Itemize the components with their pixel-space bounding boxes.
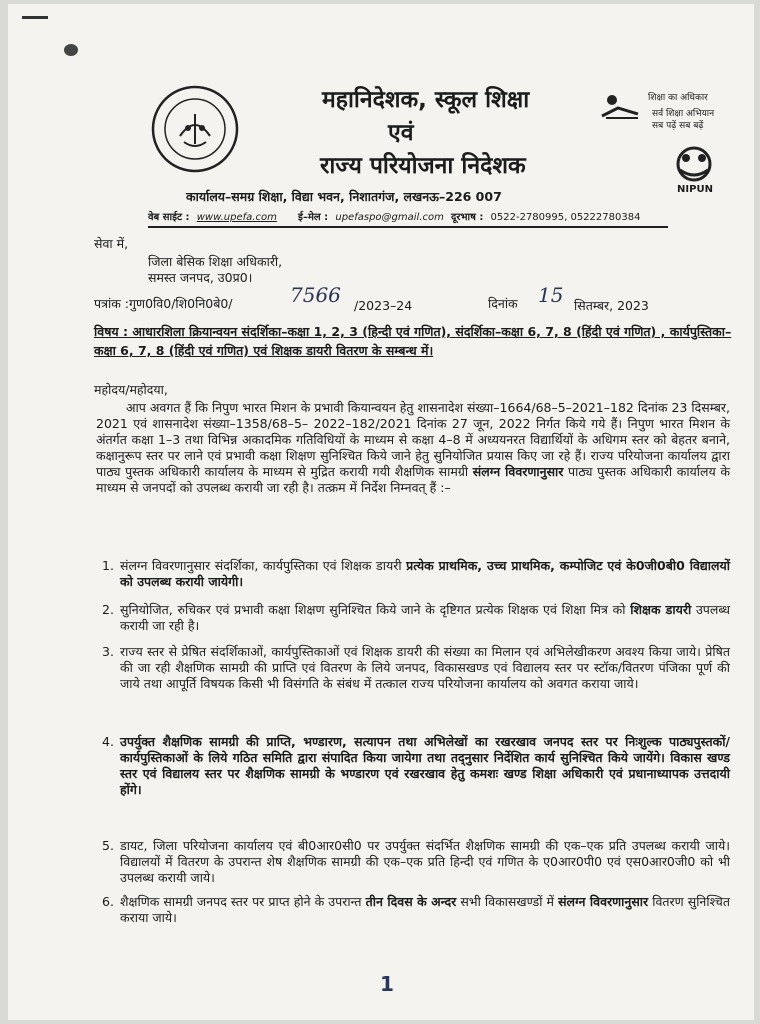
email-label: ई–मेल :: [298, 212, 329, 223]
reference-prefix: पत्रांक :गुण0वि0/शि0नि0बे0/: [94, 296, 233, 311]
directive-number: 2.: [102, 602, 114, 617]
intro-bold: संलग्न विवरणानुसार: [472, 464, 564, 479]
reference-suffix: /2023–24: [354, 298, 413, 313]
directive-2: [102, 602, 730, 634]
directive-number: 6.: [102, 894, 114, 909]
directive-tail-2: वितरण सुनिश्चित कराया जाये।: [120, 894, 730, 925]
date-label: दिनांक: [488, 296, 518, 311]
email-address[interactable]: upefaspo@gmail.com: [335, 212, 444, 223]
recipient-line-1: जिला बेसिक शिक्षा अधिकारी,: [148, 254, 283, 269]
directive-text: राज्य स्तर से प्रेषित संदर्शिकाओं, कार्यपुस्तिकाओं एवं शिक्षक डायरी की संख्या का मिलान एवं अभिलेखीकरण अवश्य किया जाये। प्रेषित की जा रही शैक्षणिक सामग्री की प्राप्ति एवं वितरण के लिये जनपद, विकासखण्ड एवं विद्यालय स्तर पर स्टॉक/वितरण पंजिका पूर्ण की जाये तथा आपूर्ति विषयक किसी भी विसंगति के संबंध में तत्काल राज्य परियोजना कार्यालय को अवगत कराया जाये।: [120, 644, 730, 691]
punch-hole: [64, 44, 78, 56]
rte-reader-icon: [598, 88, 644, 124]
directive-4: [102, 734, 730, 798]
website-link[interactable]: www.upefa.com: [196, 212, 277, 223]
subject-line: विषय : आधारशिला क्रियान्वयन संदर्शिका–कक्षा 1, 2, 3 (हिन्दी एवं गणित), संदर्शिका–कक्षा 6, 7, 8 (हिंदी एवं गणित) , कार्यपुस्तिका–कक्षा 6, 7, 8 (हिंदी एवं गणित) एवं शिक्षक डायरी वितरण के सम्बन्ध में।: [94, 324, 732, 358]
recipient-line-2: समस्त जनपद, उ0प्र0।: [148, 270, 253, 285]
directive-bold: उपर्युक्त शैक्षणिक सामग्री की प्राप्ति, भण्डारण, सत्यापन तथा अभिलेखों का रखरखाव जनपद स्तर पर निःशुल्क पाठ्यपुस्तकों/कार्यपुस्तिकाओं के लिये गठित समिति द्वारा संपादित किया जायेगा तथा तद्नुसार निर्देशित कार्य सुनिश्चित किये जायेंगे। विकास खण्ड स्तर एवं विद्यालय स्तर पर शैक्षणिक सामग्री के भण्डारण एवं रखरखाव हेतु कमशः खण्ड शिक्षा अधिकारी एवं प्रधानाध्यापक उत्तदायी होंगे।: [120, 734, 730, 797]
page-number: 1: [380, 972, 394, 996]
directive-3: [102, 644, 730, 692]
rte-logo: [598, 84, 748, 144]
office-address: कार्यालय–समग्र शिक्षा, विद्या भवन, निशातगंज, लखनऊ–226 007: [186, 189, 502, 204]
rte-logo-text-1: शिक्षा का अधिकार: [648, 93, 708, 103]
directive-bold: शिक्षक डायरी: [630, 602, 692, 617]
website-label: वेब साईट :: [148, 212, 190, 223]
header-divider: [148, 226, 668, 228]
nipun-logo-label: NIPUN: [677, 184, 713, 195]
reference-number: 7566: [290, 283, 341, 307]
directive-number: 1.: [102, 558, 114, 573]
directive-bold: प्रत्येक प्राथमिक, उच्च प्राथमिक, कम्पोजिट एवं के0जी0बी0 विद्यालयों को उपलब्ध करायी जायेगी।: [120, 558, 731, 589]
directive-number: 4.: [102, 734, 114, 749]
contact-line: [148, 209, 748, 223]
directive-number: 3.: [102, 644, 114, 659]
intro-text-2: पाठ्य पुस्तक अधिकारी कार्यालय के माध्यम से जनपदों को उपलब्ध करायी जा रही है। तत्क्रम में निर्देश निम्नवत् हैं :–: [96, 464, 730, 495]
letter-page: [8, 4, 754, 1020]
title-line-2: एवं: [388, 120, 414, 146]
directive-tail: उपलब्ध करायी जा रही है।: [120, 602, 730, 633]
scan-mark: [22, 16, 48, 19]
address-to: सेवा में,: [94, 236, 129, 251]
title-line-1: महानिदेशक, स्कूल शिक्षा: [322, 87, 530, 113]
phone-numbers: 0522-2780995, 05222780384: [490, 212, 641, 223]
header-title: [258, 84, 618, 183]
directive-text: सुनियोजित, रुचिकर एवं प्रभावी कक्षा शिक्षण सुनिश्चित किये जाने के दृष्टिगत प्रत्येक शिक्षक एवं शिक्षा मित्र को: [120, 602, 631, 617]
rte-logo-text-3: सब पढ़ें सब बढ़ें: [652, 121, 704, 131]
directive-tail: सभी विकासखण्डों में: [456, 894, 559, 909]
directive-6: [102, 894, 730, 926]
intro-paragraph: [96, 400, 730, 496]
directive-text: डायट, जिला परियोजना कार्यालय एवं बी0आर0सी0 पर उपर्युक्त संदर्भित शैक्षणिक सामग्री की एक–एक प्रति उपलब्ध करायी जाये। विद्यालयों में वितरण के उपरान्त शेष शैक्षणिक सामग्री की एक–एक प्रति हिन्दी एवं गणित के ए0आर0पी0 एवं एस0आर0जी0 को भी उपलब्ध करायी जाये।: [120, 838, 730, 885]
directive-bold-2: संलग्न विवरणानुसार: [558, 894, 649, 909]
up-government-seal-icon: [150, 84, 240, 174]
directive-text: शैक्षणिक सामग्री जनपद स्तर पर प्राप्त होने के उपरान्त: [120, 894, 366, 909]
rte-logo-text-2: सर्व शिक्षा अभियान: [652, 109, 715, 119]
directive-number: 5.: [102, 838, 114, 853]
title-line-3: राज्य परियोजना निदेशक: [320, 153, 526, 179]
intro-text-1: आप अवगत हैं कि निपुण भारत मिशन के प्रभावी कियान्वयन हेतु शासनादेश संख्या–1664/68–5–2021–182 दिनांक 23 दिसम्बर, 2021 एवं शासनादेश संख्या–1358/68–5– 2022–182/2021 दिनांक 27 जून, 2022 निर्गत किये गये हैं। निपुण भारत मिशन के अंतर्गत कक्षा 1–3 तथा विभिन्न अकादमिक गतिविधियों के माध्यम से कक्षा 4–8 में अध्ययनरत विद्यार्थियों के अधिगम स्तर को बेहतर बनाने, कक्षानुरूप स्तर पर लाने एवं प्रभावी कक्षा शिक्षण सुनिश्चित किये जाने हेतु सुनियोजित प्रयास किए जा रहे हैं। राज्य परियोजना कार्यालय द्वारा पाठ्य पुस्तक अधिकारी कार्यालय के माध्यम से मुद्रित करायी गयी शैक्षणिक सामग्री: [96, 400, 730, 479]
date-month-year: सितम्बर, 2023: [574, 298, 649, 313]
salutation: महोदय/महोदया,: [94, 382, 168, 397]
directive-1: [102, 558, 731, 590]
directive-bold: तीन दिवस के अन्दर: [365, 894, 457, 909]
directive-text: संलग्न विवरणानुसार संदर्शिका, कार्यपुस्तिका एवं शिक्षक डायरी: [120, 558, 407, 573]
date-day: 15: [538, 283, 564, 307]
directive-5: [102, 838, 730, 886]
phone-label: दूरभाष :: [451, 212, 484, 223]
